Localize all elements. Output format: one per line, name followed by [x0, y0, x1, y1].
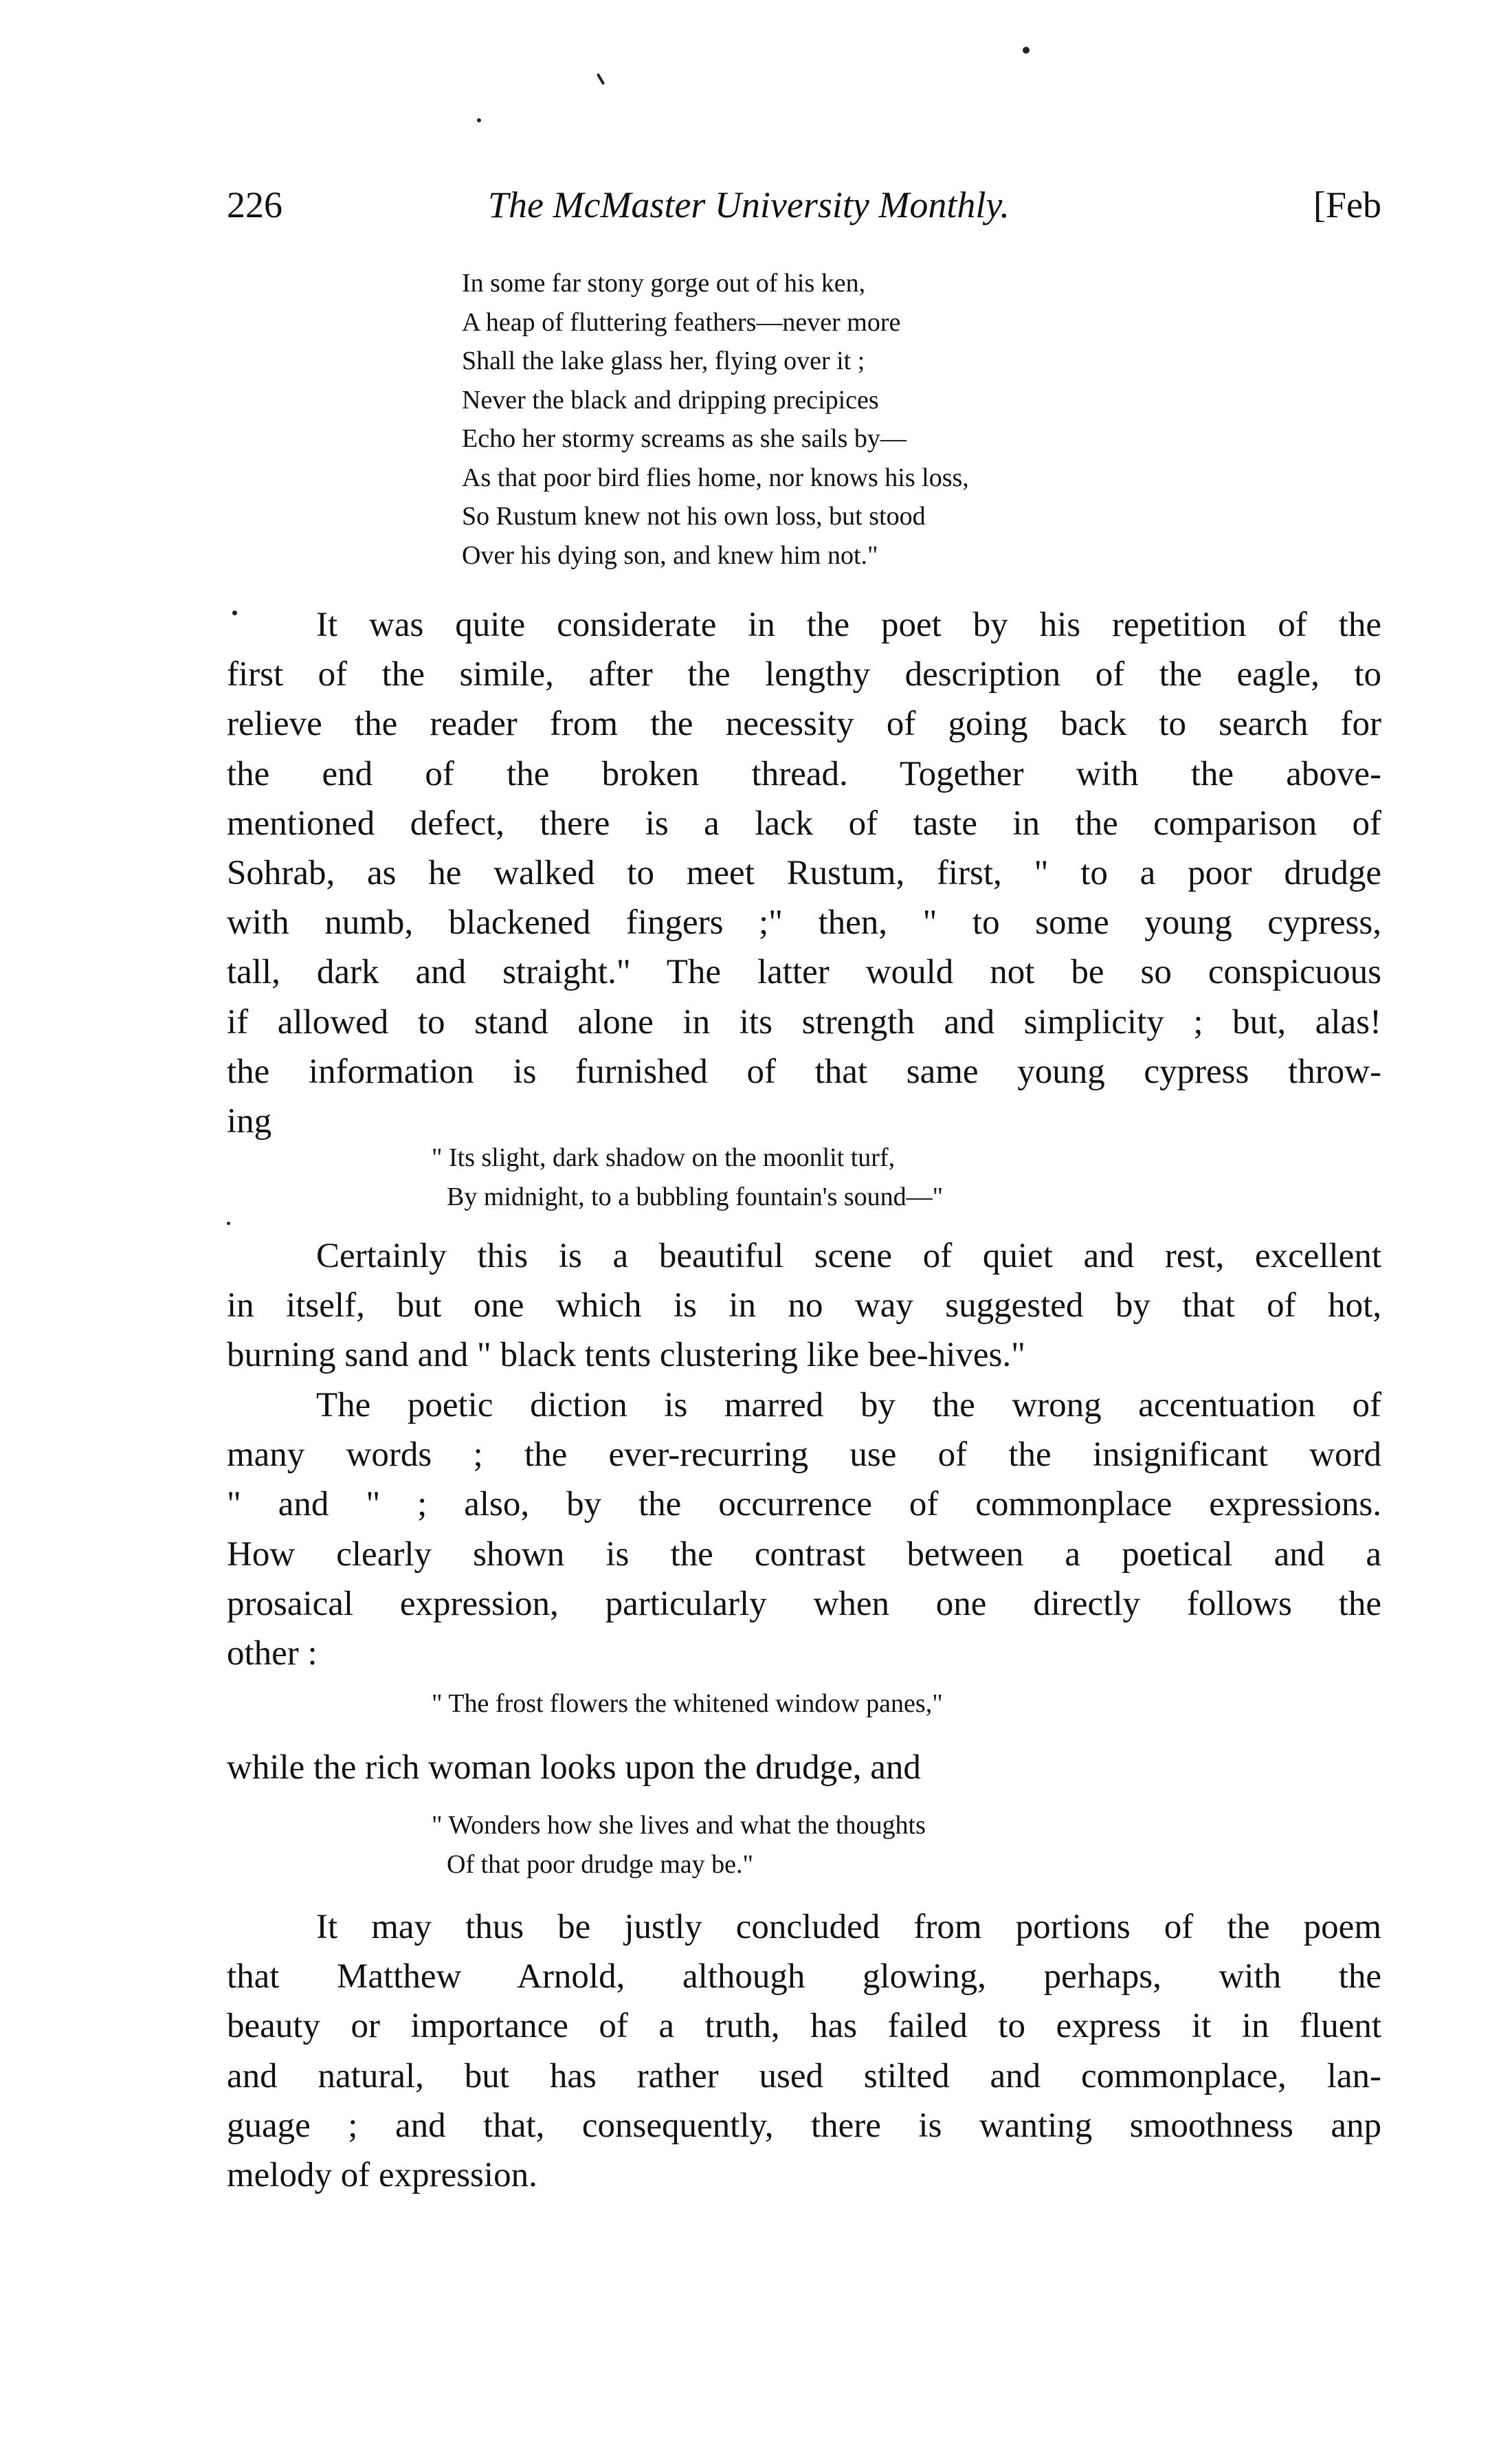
page-number: 226	[227, 184, 282, 225]
text-line: Certainly this is a beautiful scene of quiet and rest, excellent	[316, 1237, 1381, 1275]
text-line: mentioned defect, there is a lack of taste in the comparison of	[227, 804, 1381, 843]
text-line: the end of the broken thread. Together with the above-	[227, 754, 1381, 793]
verse-quote-2	[432, 1138, 943, 1216]
text-line: many words ; the ever-recurring use of the insignificant word	[227, 1435, 1381, 1475]
text-line: other :	[227, 1633, 318, 1673]
text-line: melody of expression.	[227, 2155, 537, 2194]
verse-line: Over his dying son, and knew him not."	[462, 540, 878, 570]
text-line: Sohrab, as he walked to meet Rustum, first, " to a poor drudge	[227, 853, 1381, 892]
text-line: beauty or importance of a truth, has failed to express it in fluent	[227, 2007, 1381, 2046]
paragraph-5	[227, 1902, 1381, 2200]
print-speck	[1023, 47, 1030, 54]
paragraph-3	[227, 1380, 1381, 1678]
text-line: first of the simile, after the lengthy description of the eagle, to	[227, 655, 1381, 694]
verse-line: So Rustum knew not his own loss, but stood	[462, 502, 926, 531]
print-speck	[597, 73, 605, 85]
text-line: and natural, but has rather used stilted and commonplace, lan-	[227, 2056, 1381, 2095]
verse-line: " Wonders how she lives and what the thoughts	[432, 1811, 926, 1840]
text-line: relieve the reader from the necessity of going back to search for	[227, 705, 1381, 744]
verse-quote-4	[432, 1806, 926, 1884]
paragraph-4	[227, 1743, 1381, 1792]
text-line: the information is furnished of that same young cypress throw-	[227, 1052, 1381, 1091]
verse-quote-3	[432, 1684, 943, 1724]
running-header	[227, 177, 1381, 232]
verse-line: By midnight, to a bubbling fountain's sound—"	[447, 1182, 944, 1211]
text-line: with numb, blackened fingers ;" then, " to some young cypress,	[227, 903, 1381, 943]
verse-line: In some far stony gorge out of his ken,	[462, 269, 866, 298]
text-line: prosaical expression, particularly when one directly follows the	[227, 1584, 1381, 1623]
verse-line: As that poor bird flies home, nor knows his loss,	[462, 463, 969, 492]
text-line: tall, dark and straight." The latter would not be so conspicuous	[227, 953, 1381, 992]
verse-line: Of that poor drudge may be."	[447, 1849, 754, 1879]
verse-line: " The frost flowers the whitened window panes,"	[432, 1689, 943, 1718]
verse-quote-1	[462, 264, 969, 575]
paragraph-2	[227, 1231, 1381, 1380]
text-line: The poetic diction is marred by the wrong accentuation of	[316, 1386, 1381, 1424]
verse-line: Echo her stormy screams as she sails by—	[462, 424, 907, 453]
paragraph-1	[227, 600, 1381, 1146]
text-line: It was quite considerate in the poet by his repetition of the	[316, 606, 1381, 644]
print-speck	[227, 1222, 230, 1225]
verse-line: A heap of fluttering feathers—never more	[462, 307, 901, 337]
text-line: ing	[227, 1101, 272, 1141]
text-line: guage ; and that, consequently, there is wanting smoothness anp	[227, 2106, 1381, 2145]
text-line: if allowed to stand alone in its strength and simplicity ; but, alas!	[227, 1002, 1381, 1042]
journal-title: The McMaster University Monthly.	[488, 184, 1010, 225]
text-line: that Matthew Arnold, although glowing, perhaps, with the	[227, 1957, 1381, 1996]
text-line: " and " ; also, by the occurrence of commonplace expressions.	[227, 1485, 1381, 1524]
print-speck	[477, 118, 481, 122]
text-line: while the rich woman looks upon the drudge, and	[227, 1748, 921, 1787]
issue-month: [Feb	[1313, 184, 1381, 225]
text-line: burning sand and " black tents clustering like bee-hives."	[227, 1336, 1025, 1375]
text-line: It may thus be justly concluded from portions of the poem	[316, 1908, 1381, 1946]
text-line: in itself, but one which is in no way suggested by that of hot,	[227, 1286, 1381, 1325]
verse-line: Never the black and dripping precipices	[462, 385, 879, 415]
verse-line: " Its slight, dark shadow on the moonlit turf,	[432, 1143, 896, 1172]
verse-line: Shall the lake glass her, flying over it ;	[462, 346, 865, 375]
text-line: How clearly shown is the contrast between a poetical and a	[227, 1534, 1381, 1574]
